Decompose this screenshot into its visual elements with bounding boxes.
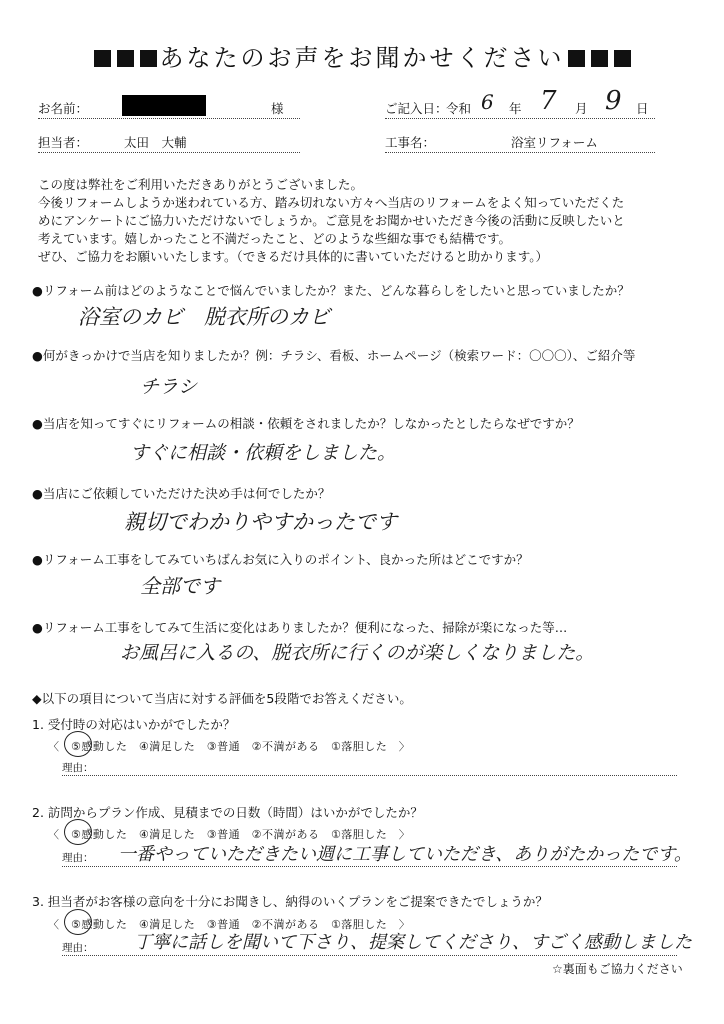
selected-circle-2 [64, 819, 92, 845]
answer-2: チラシ [140, 376, 198, 398]
answer-4: 親切でわかりやすかったです [124, 510, 397, 534]
reason-2: 一番やっていただきたい週に工事していただき、ありがたかったです。 [118, 844, 692, 865]
answer-5: 全部です [140, 574, 220, 598]
rating-options-2: 〈 ⑤感動した ④満足した ③普通 ②不満がある ①落胆した 〉 [48, 828, 411, 841]
rating-question-3: 3. 担当者がお客様の意向を十分にお聞きし、納得のいくプランをご提案できたでしょうか？ [32, 894, 548, 909]
question-6: ●リフォーム工事をしてみて生活に変化はありましたか？便利になった、掃除が楽になった等… [32, 620, 568, 635]
redacted-name [122, 95, 206, 116]
work-name: 浴室リフォーム [511, 135, 598, 150]
square-icon [94, 50, 111, 67]
reason-label-3: 理由： [62, 942, 94, 954]
answer-1: 浴室のカビ 脱衣所のカビ [78, 305, 330, 329]
selected-circle-3 [64, 909, 92, 935]
rating-options-1: 〈 ⑤感動した ④満足した ③普通 ②不満がある ①落胆した 〉 [48, 740, 411, 753]
answer-6: お風呂に入るの、脱衣所に行くのが楽しくなりました。 [120, 642, 595, 664]
footer-note: ☆裏面もご協力ください [552, 962, 683, 976]
day-unit: 日 [636, 101, 649, 116]
work-label: 工事名： [385, 135, 436, 150]
title-text: あなたのお声をお聞かせください [159, 44, 565, 72]
date-day: 9 [605, 86, 622, 116]
date-year: 6 [481, 90, 494, 114]
rating-options-3: 〈 ⑤感動した ④満足した ③普通 ②不満がある ①落胆した 〉 [48, 918, 411, 931]
name-label: お名前： [38, 101, 89, 116]
rating-question-2: 2. 訪問からプラン作成、見積までの日数（時間）はいかがでしたか？ [32, 805, 423, 820]
rating-intro: ◆以下の項目について当店に対する評価を5段階でお答えください。 [32, 691, 412, 706]
reason-label-2: 理由： [62, 852, 94, 864]
month-unit: 月 [575, 101, 588, 116]
page-title [0, 38, 724, 73]
staff-name: 太田 大輔 [124, 135, 187, 150]
reason-label-1: 理由： [62, 762, 94, 774]
question-1: ●リフォーム前はどのようなことで悩んでいましたか？また、どんな暮らしをしたいと思っていましたか？ [32, 283, 630, 298]
question-3: ●当店を知ってすぐにリフォームの相談・依頼をされましたか？しなかったとしたらなぜですか？ [32, 416, 580, 431]
selected-circle-1 [64, 731, 92, 757]
intro-text: この度は弊社をご利用いただきありがとうございました。 今後リフォームしようか迷われている方、踏み切れない方々へ当店のリフォームをよく知っていただくた めにアンケートにご協力いただけないでしょうか。ご意見をお聞かせいただき今後の活動に反映したいと 考えています。嬉しかったこと不満だったこと、どのような些細な事でも結構です。 ぜひ、ご協力をお願いいたします。（できるだけ具体的に書いていただけると助かります。） [38, 177, 625, 264]
square-icon [140, 50, 157, 67]
question-5: ●リフォーム工事をしてみていちばんお気に入りのポイント、良かった所はどこですか？ [32, 552, 529, 567]
honorific: 様 [271, 101, 284, 116]
square-icon [614, 50, 631, 67]
date-month: 7 [540, 86, 557, 116]
year-unit: 年 [509, 101, 522, 116]
staff-label: 担当者： [38, 135, 89, 150]
question-4: ●当店にご依頼していただけた決め手は何でしたか？ [32, 486, 331, 501]
era: 令和 [446, 101, 472, 116]
reason-3: 丁寧に話しを聞いて下さり、提案してくださり、すごく感動しました [134, 932, 692, 953]
date-label: ご記入日： [385, 101, 448, 116]
rating-question-1: 1. 受付時の対応はいかがでしたか？ [32, 717, 236, 732]
square-icon [568, 50, 585, 67]
square-icon [591, 50, 608, 67]
answer-3: すぐに相談・依頼をしました。 [130, 442, 397, 464]
square-icon [117, 50, 134, 67]
question-2: ●何がきっかけで当店を知りましたか？例：チラシ、看板、ホームページ（検索ワード：〇〇〇）、ご紹介等 [32, 348, 636, 363]
